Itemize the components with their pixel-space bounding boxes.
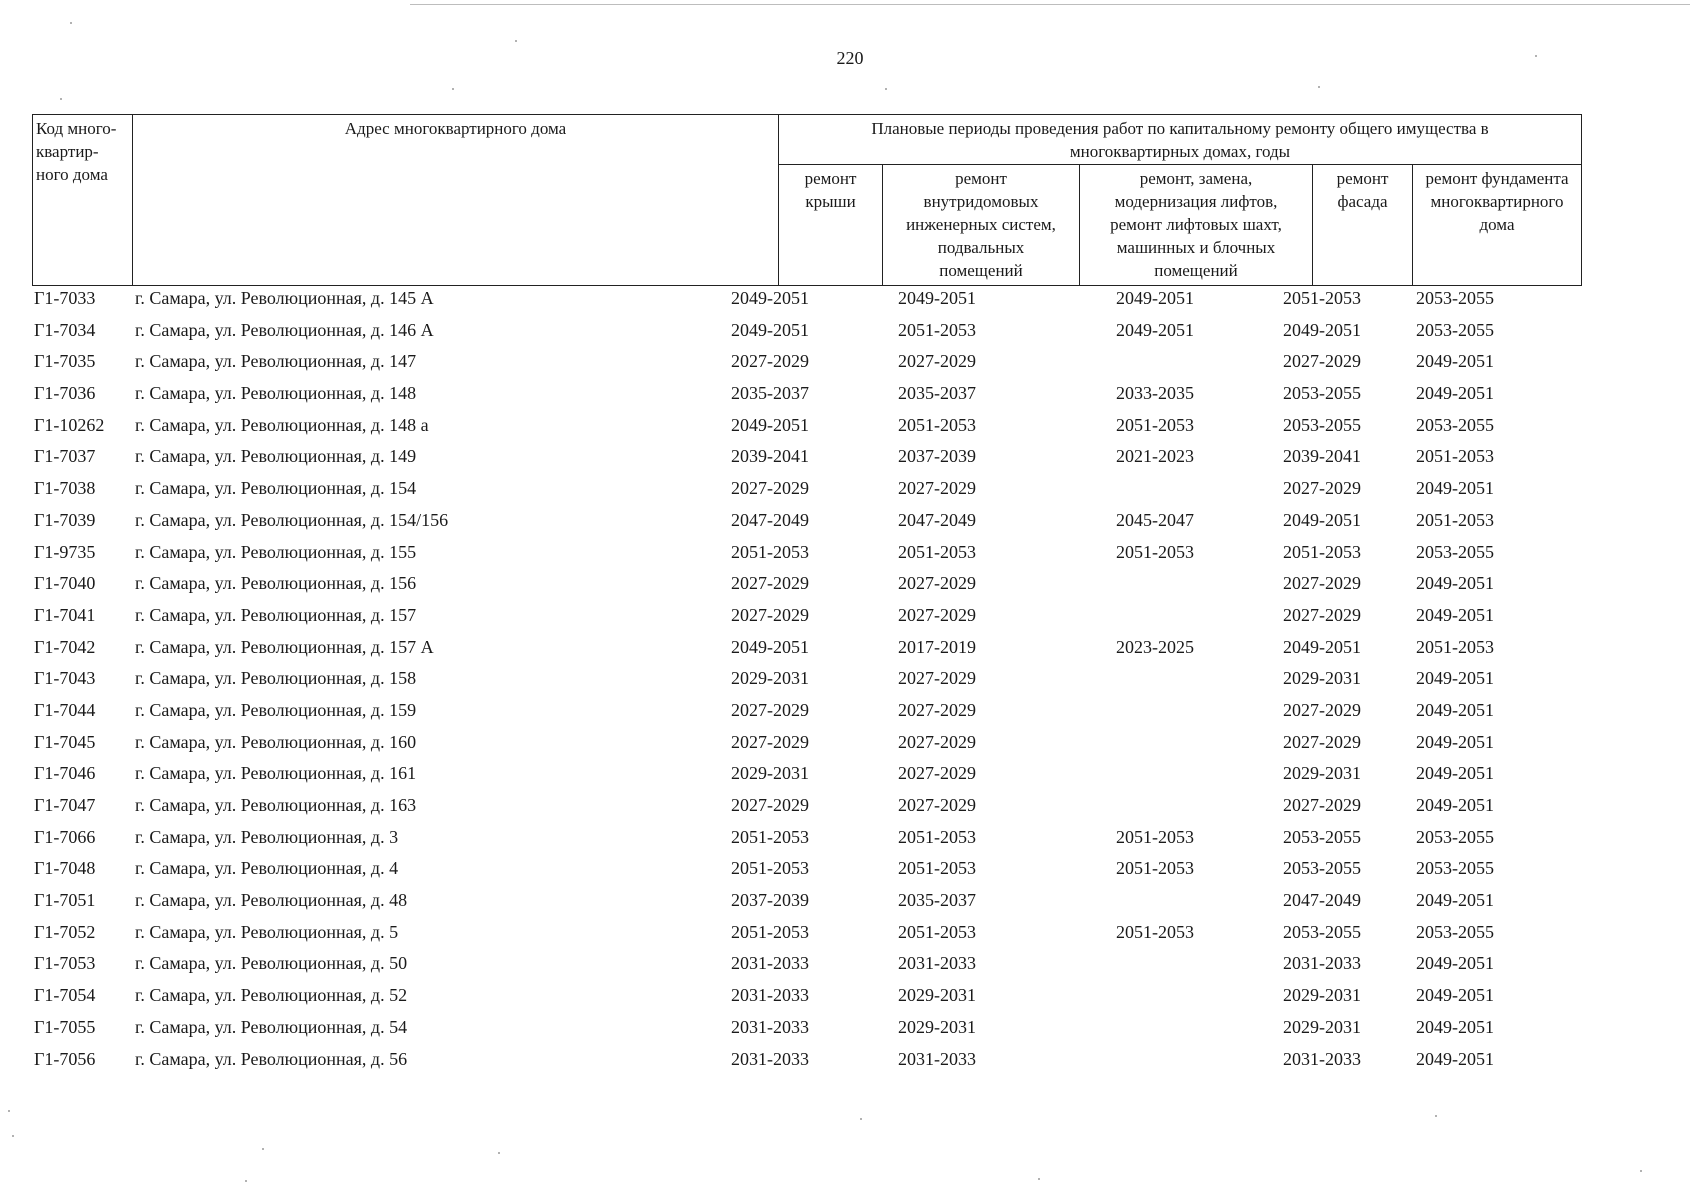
scan-edge-line xyxy=(410,4,1690,5)
cell-address: г. Самара, ул. Революционная, д. 154 xyxy=(135,478,417,499)
cell-code: Г1-7047 xyxy=(34,795,96,815)
cell-foundation: 2049-2051 xyxy=(1416,573,1494,594)
cell-code: Г1-7046 xyxy=(34,763,96,784)
cell-code: Г1-7051 xyxy=(34,890,96,911)
cell-roof: 2029-2031 xyxy=(731,668,809,689)
header-code-line: ного дома xyxy=(36,165,108,184)
cell-foundation: 2053-2055 xyxy=(1416,921,1494,942)
cell-code: Г1-7043 xyxy=(34,668,96,689)
header-foundation-line: ремонт фундамента xyxy=(1425,169,1569,188)
cell-roof: 2035-2037 xyxy=(731,383,809,404)
cell-address: г. Самара, ул. Революционная, д. 48 xyxy=(135,890,408,911)
cell-address: г. Самара, ул. Революционная, д. 161 xyxy=(135,763,417,784)
cell-foundation: 2049-2051 xyxy=(1416,383,1494,404)
cell-code: Г1-7042 xyxy=(34,636,96,657)
header-lift-line: ремонт, замена, xyxy=(1139,169,1253,188)
header-lift-line: модернизация лифтов, xyxy=(1114,192,1278,211)
cell-foundation: 2049-2051 xyxy=(1416,953,1494,974)
cell-inner-systems: 2027-2029 xyxy=(898,763,976,784)
header-foundation xyxy=(1413,165,1582,286)
cell-inner-systems: 2029-2031 xyxy=(898,1016,976,1037)
cell-inner-systems: 2037-2039 xyxy=(898,446,976,467)
cell-roof: 2027-2029 xyxy=(731,478,809,499)
cell-code: Г1-7039 xyxy=(34,509,96,530)
cell-foundation: 2049-2051 xyxy=(1416,731,1494,752)
cell-lifts: 2051-2053 xyxy=(1116,414,1194,435)
cell-facade: 2053-2055 xyxy=(1283,921,1361,942)
cell-facade: 2031-2033 xyxy=(1283,953,1361,974)
cell-lifts: 2049-2051 xyxy=(1116,319,1194,340)
cell-foundation: 2053-2055 xyxy=(1416,826,1494,847)
cell-roof: 2027-2029 xyxy=(731,731,809,752)
cell-inner-systems: 2027-2029 xyxy=(898,699,976,720)
cell-address: г. Самара, ул. Революционная, д. 155 xyxy=(135,541,417,562)
header-inner-line: подвальных xyxy=(937,238,1025,257)
cell-facade: 2029-2031 xyxy=(1283,668,1361,689)
cell-code: Г1-7052 xyxy=(34,921,96,942)
scan-speck xyxy=(1640,1170,1642,1172)
cell-roof: 2039-2041 xyxy=(731,446,809,467)
header-address-text: Адрес многоквартирного дома xyxy=(344,119,567,138)
cell-roof: 2029-2031 xyxy=(731,763,809,784)
cell-facade: 2029-2031 xyxy=(1283,985,1361,1006)
scan-speck xyxy=(860,1118,862,1120)
cell-facade: 2027-2029 xyxy=(1283,351,1361,372)
cell-roof: 2051-2053 xyxy=(731,826,809,847)
cell-roof: 2027-2029 xyxy=(731,573,809,594)
header-inner-line: инженерных систем, xyxy=(906,215,1056,234)
cell-foundation: 2053-2055 xyxy=(1416,414,1494,435)
page-number: 220 xyxy=(836,48,864,68)
header-lift-line: помещений xyxy=(1154,261,1238,280)
header-periods-line: Плановые периоды проведения работ по капитальному ремонту общего имущества в xyxy=(871,119,1489,138)
cell-roof: 2027-2029 xyxy=(731,795,809,815)
cell-address: г. Самара, ул. Революционная, д. 56 xyxy=(135,1048,408,1069)
cell-code: Г1-7054 xyxy=(34,985,96,1006)
header-lift-line: ремонт лифтовых шахт, xyxy=(1110,215,1282,234)
scan-speck xyxy=(245,1180,247,1182)
cell-facade: 2051-2053 xyxy=(1283,541,1361,562)
cell-code: Г1-7044 xyxy=(34,699,96,720)
header-roof-line: ремонт xyxy=(804,169,857,188)
cell-inner-systems: 2035-2037 xyxy=(898,383,976,404)
cell-inner-systems: 2027-2029 xyxy=(898,731,976,752)
cell-foundation: 2051-2053 xyxy=(1416,446,1494,467)
scan-speck xyxy=(12,1135,14,1137)
cell-lifts: 2021-2023 xyxy=(1116,446,1194,467)
header-facade-line: ремонт xyxy=(1336,169,1389,188)
cell-inner-systems: 2027-2029 xyxy=(898,604,976,625)
cell-address: г. Самара, ул. Революционная, д. 148 а xyxy=(135,414,429,435)
cell-facade: 2027-2029 xyxy=(1283,795,1361,815)
cell-lifts: 2033-2035 xyxy=(1116,383,1194,404)
cell-inner-systems: 2051-2053 xyxy=(898,921,976,942)
header-roof xyxy=(779,165,883,286)
header-foundation-line: многоквартирного xyxy=(1430,192,1564,211)
cell-foundation: 2049-2051 xyxy=(1416,795,1494,815)
cell-foundation: 2051-2053 xyxy=(1416,509,1494,530)
cell-facade: 2053-2055 xyxy=(1283,858,1361,879)
cell-code: Г1-7038 xyxy=(34,478,96,499)
cell-address: г. Самара, ул. Революционная, д. 54 xyxy=(135,1016,408,1037)
cell-facade: 2039-2041 xyxy=(1283,446,1361,467)
cell-inner-systems: 2027-2029 xyxy=(898,478,976,499)
cell-address: г. Самара, ул. Революционная, д. 160 xyxy=(135,731,417,752)
header-code-line: квартир- xyxy=(36,142,99,161)
cell-foundation: 2049-2051 xyxy=(1416,699,1494,720)
cell-roof: 2027-2029 xyxy=(731,351,809,372)
cell-foundation: 2053-2055 xyxy=(1416,858,1494,879)
cell-inner-systems: 2017-2019 xyxy=(898,636,976,657)
scan-speck xyxy=(60,98,62,100)
cell-roof: 2037-2039 xyxy=(731,890,809,911)
cell-address: г. Самара, ул. Революционная, д. 4 xyxy=(135,858,399,879)
cell-address: г. Самара, ул. Революционная, д. 163 xyxy=(135,795,417,815)
cell-code: Г1-7036 xyxy=(34,383,96,404)
header-lifts xyxy=(1080,165,1313,286)
cell-code: Г1-7037 xyxy=(34,446,96,467)
cell-facade: 2049-2051 xyxy=(1283,319,1361,340)
cell-facade: 2027-2029 xyxy=(1283,478,1361,499)
header-facade-line: фасада xyxy=(1337,192,1388,211)
scan-speck xyxy=(8,1110,10,1112)
cell-address: г. Самара, ул. Революционная, д. 145 А xyxy=(135,288,434,308)
cell-code: Г1-7048 xyxy=(34,858,96,879)
cell-roof: 2049-2051 xyxy=(731,319,809,340)
cell-address: г. Самара, ул. Революционная, д. 50 xyxy=(135,953,408,974)
cell-foundation: 2049-2051 xyxy=(1416,351,1494,372)
header-lift-line: машинных и блочных xyxy=(1116,238,1276,257)
cell-code: Г1-7045 xyxy=(34,731,96,752)
cell-inner-systems: 2027-2029 xyxy=(898,573,976,594)
cell-foundation: 2049-2051 xyxy=(1416,985,1494,1006)
cell-code: Г1-7066 xyxy=(34,826,96,847)
cell-facade: 2047-2049 xyxy=(1283,890,1361,911)
cell-lifts: 2051-2053 xyxy=(1116,858,1194,879)
cell-address: г. Самара, ул. Революционная, д. 154/156 xyxy=(135,509,449,530)
cell-address: г. Самара, ул. Революционная, д. 3 xyxy=(135,826,399,847)
cell-facade: 2051-2053 xyxy=(1283,288,1361,308)
cell-roof: 2047-2049 xyxy=(731,509,809,530)
cell-roof: 2049-2051 xyxy=(731,414,809,435)
cell-code: Г1-7055 xyxy=(34,1016,96,1037)
cell-roof: 2051-2053 xyxy=(731,858,809,879)
table-header xyxy=(32,114,1582,286)
scan-speck xyxy=(1535,55,1537,57)
cell-address: г. Самара, ул. Революционная, д. 158 xyxy=(135,668,417,689)
cell-inner-systems: 2051-2053 xyxy=(898,414,976,435)
cell-foundation: 2049-2051 xyxy=(1416,668,1494,689)
cell-facade: 2053-2055 xyxy=(1283,414,1361,435)
cell-lifts: 2045-2047 xyxy=(1116,509,1194,530)
scan-speck xyxy=(498,1152,500,1154)
scan-speck xyxy=(515,40,517,42)
cell-foundation: 2053-2055 xyxy=(1416,288,1494,308)
cell-facade: 2027-2029 xyxy=(1283,573,1361,594)
cell-roof: 2031-2033 xyxy=(731,1048,809,1069)
cell-facade: 2027-2029 xyxy=(1283,731,1361,752)
cell-code: Г1-7034 xyxy=(34,319,96,340)
cell-code: Г1-7053 xyxy=(34,953,96,974)
cell-roof: 2049-2051 xyxy=(731,636,809,657)
cell-address: г. Самара, ул. Революционная, д. 146 А xyxy=(135,319,434,340)
cell-lifts: 2051-2053 xyxy=(1116,826,1194,847)
cell-address: г. Самара, ул. Революционная, д. 147 xyxy=(135,351,417,372)
scan-speck xyxy=(1318,86,1320,88)
cell-inner-systems: 2031-2033 xyxy=(898,953,976,974)
header-periods xyxy=(779,115,1582,165)
cell-inner-systems: 2051-2053 xyxy=(898,319,976,340)
cell-facade: 2027-2029 xyxy=(1283,604,1361,625)
scan-speck xyxy=(70,22,72,24)
cell-inner-systems: 2027-2029 xyxy=(898,668,976,689)
cell-code: Г1-7035 xyxy=(34,351,96,372)
cell-foundation: 2053-2055 xyxy=(1416,541,1494,562)
cell-facade: 2031-2033 xyxy=(1283,1048,1361,1069)
scan-speck xyxy=(885,88,887,90)
cell-code: Г1-9735 xyxy=(34,541,96,562)
cell-inner-systems: 2031-2033 xyxy=(898,1048,976,1069)
cell-lifts: 2051-2053 xyxy=(1116,541,1194,562)
cell-facade: 2027-2029 xyxy=(1283,699,1361,720)
cell-roof: 2049-2051 xyxy=(731,288,809,308)
cell-foundation: 2049-2051 xyxy=(1416,763,1494,784)
cell-roof: 2027-2029 xyxy=(731,604,809,625)
cell-address: г. Самара, ул. Революционная, д. 149 xyxy=(135,446,417,467)
cell-code: Г1-7041 xyxy=(34,604,96,625)
cell-facade: 2049-2051 xyxy=(1283,509,1361,530)
scan-speck xyxy=(262,1148,264,1150)
cell-code: Г1-7040 xyxy=(34,573,96,594)
cell-facade: 2029-2031 xyxy=(1283,1016,1361,1037)
cell-foundation: 2049-2051 xyxy=(1416,890,1494,911)
cell-facade: 2053-2055 xyxy=(1283,383,1361,404)
header-inner-systems xyxy=(883,165,1080,286)
scan-speck xyxy=(1435,1115,1437,1117)
cell-foundation: 2053-2055 xyxy=(1416,319,1494,340)
header-inner-line: внутридомовых xyxy=(923,192,1039,211)
header-roof-line: крыши xyxy=(805,192,856,211)
cell-inner-systems: 2051-2053 xyxy=(898,826,976,847)
scan-speck xyxy=(452,88,454,90)
cell-foundation: 2051-2053 xyxy=(1416,636,1494,657)
cell-inner-systems: 2049-2051 xyxy=(898,288,976,308)
cell-lifts: 2049-2051 xyxy=(1116,288,1194,308)
cell-inner-systems: 2029-2031 xyxy=(898,985,976,1006)
cell-roof: 2051-2053 xyxy=(731,541,809,562)
cell-address: г. Самара, ул. Революционная, д. 52 xyxy=(135,985,408,1006)
header-address xyxy=(133,115,779,286)
cell-inner-systems: 2035-2037 xyxy=(898,890,976,911)
cell-roof: 2031-2033 xyxy=(731,1016,809,1037)
cell-address: г. Самара, ул. Революционная, д. 157 А xyxy=(135,636,434,657)
cell-address: г. Самара, ул. Революционная, д. 156 xyxy=(135,573,417,594)
header-code xyxy=(33,115,133,286)
cell-facade: 2029-2031 xyxy=(1283,763,1361,784)
header-foundation-line: дома xyxy=(1479,215,1515,234)
cell-inner-systems: 2027-2029 xyxy=(898,351,976,372)
cell-lifts: 2023-2025 xyxy=(1116,636,1194,657)
cell-address: г. Самара, ул. Революционная, д. 159 xyxy=(135,699,417,720)
cell-facade: 2049-2051 xyxy=(1283,636,1361,657)
scan-speck xyxy=(1038,1178,1040,1180)
cell-code: Г1-7033 xyxy=(34,288,96,308)
header-inner-line: ремонт xyxy=(955,169,1007,188)
cell-facade: 2053-2055 xyxy=(1283,826,1361,847)
header-code-line: Код много- xyxy=(36,119,117,138)
cell-code: Г1-7056 xyxy=(34,1048,96,1069)
cell-roof: 2031-2033 xyxy=(731,985,809,1006)
cell-address: г. Самара, ул. Революционная, д. 148 xyxy=(135,383,417,404)
cell-inner-systems: 2051-2053 xyxy=(898,541,976,562)
cell-address: г. Самара, ул. Революционная, д. 5 xyxy=(135,921,399,942)
cell-foundation: 2049-2051 xyxy=(1416,604,1494,625)
cell-foundation: 2049-2051 xyxy=(1416,1016,1494,1037)
cell-foundation: 2049-2051 xyxy=(1416,1048,1494,1069)
cell-roof: 2051-2053 xyxy=(731,921,809,942)
cell-code: Г1-10262 xyxy=(34,414,105,435)
cell-inner-systems: 2051-2053 xyxy=(898,858,976,879)
header-facade xyxy=(1313,165,1413,286)
cell-inner-systems: 2047-2049 xyxy=(898,509,976,530)
cell-roof: 2027-2029 xyxy=(731,699,809,720)
cell-roof: 2031-2033 xyxy=(731,953,809,974)
header-periods-line: многоквартирных домах, годы xyxy=(1069,142,1291,161)
cell-address: г. Самара, ул. Революционная, д. 157 xyxy=(135,604,417,625)
header-inner-line: помещений xyxy=(939,261,1023,280)
cell-foundation: 2049-2051 xyxy=(1416,478,1494,499)
cell-lifts: 2051-2053 xyxy=(1116,921,1194,942)
cell-inner-systems: 2027-2029 xyxy=(898,795,976,815)
